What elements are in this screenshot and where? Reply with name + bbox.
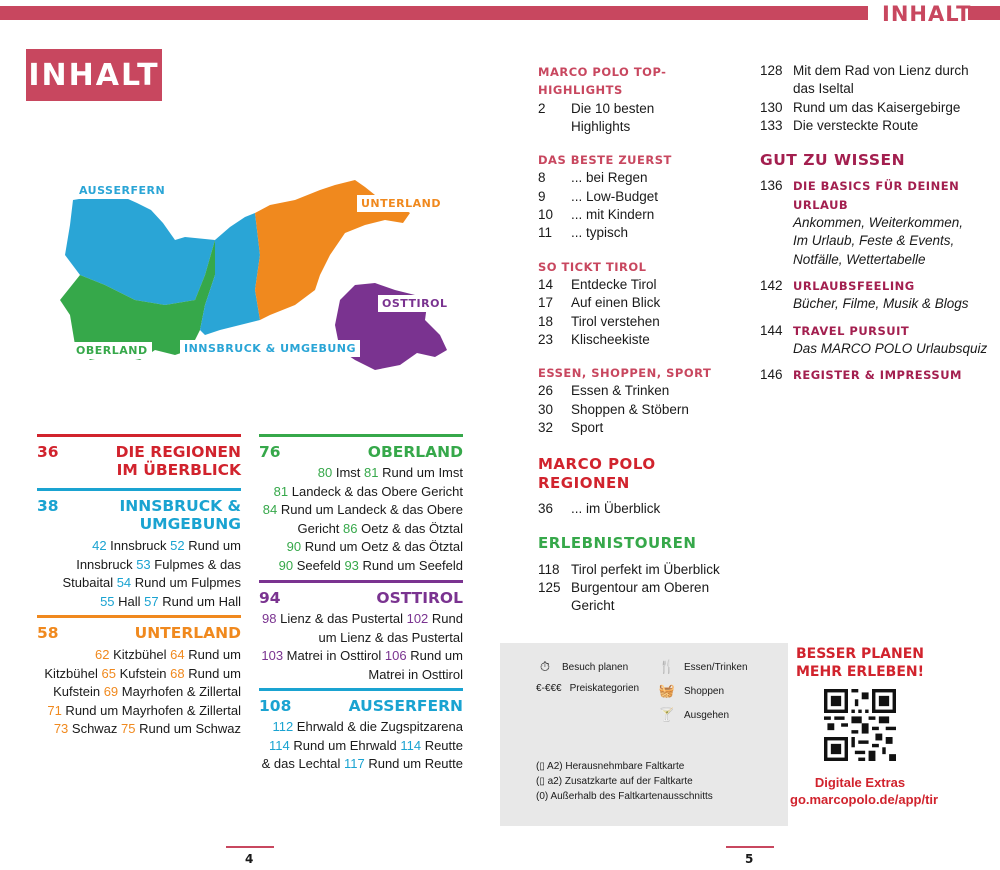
toc-entry[interactable]	[538, 294, 748, 312]
region-entry-page[interactable]: 90	[286, 539, 302, 554]
region-entry-text[interactable]: Kitzbühel	[44, 665, 102, 681]
toc-entry[interactable]	[538, 100, 748, 118]
toc-entry-text: Essen & Trinken	[571, 383, 670, 399]
toc-entry-feeling[interactable]	[760, 277, 990, 314]
page-rule-left	[226, 846, 274, 848]
toc-list-highlights	[538, 100, 748, 137]
section-heading-beste[interactable]: DAS BESTE ZUERST	[538, 153, 672, 168]
page-number-left: 4	[245, 852, 254, 866]
region-entry-text[interactable]: Rund um Seefeld	[358, 557, 463, 573]
region-block-unterland	[37, 615, 241, 739]
qr-code-icon[interactable]	[824, 689, 896, 761]
map-label-oberland: OBERLAND	[72, 342, 152, 359]
toc-page-number: 32	[538, 420, 554, 436]
map-label-ausserfern: AUSSERFERN	[75, 182, 169, 199]
price-symbol: €-€€€	[536, 683, 562, 694]
map-label-osttirol: OSTTIROL	[378, 295, 451, 312]
toc-entry-sub: Im Urlaub, Feste & Events,	[793, 233, 955, 249]
region-entry-page[interactable]: 68	[170, 665, 185, 681]
toc-entry[interactable]	[538, 276, 748, 294]
toc-page-number: 118	[538, 561, 560, 577]
toc-entry[interactable]	[760, 62, 990, 80]
region-entries	[259, 610, 463, 684]
toc-page-number: 130	[760, 99, 783, 115]
basket-icon: 🧺	[658, 683, 676, 698]
toc-page-number: 17	[538, 295, 554, 311]
region-block-osttirol	[259, 580, 463, 684]
running-header: INHALT	[882, 2, 972, 26]
region-entry-line	[259, 464, 463, 483]
region-entry-text[interactable]: Innsbruck	[106, 538, 171, 553]
region-entry-line	[37, 646, 241, 665]
toc-entry[interactable]	[538, 331, 748, 349]
page-rule-right	[726, 846, 774, 848]
promo-headline: BESSER PLANEN	[795, 646, 924, 662]
region-entry-page[interactable]: 64	[170, 647, 185, 662]
toc-list-tickt	[538, 276, 748, 349]
promo-link[interactable]: go.marcopolo.de/app/tir	[790, 792, 939, 807]
region-entry-page[interactable]: 112	[272, 719, 294, 734]
toc-entry[interactable]	[538, 382, 748, 400]
toc-page-number: 142	[760, 277, 783, 293]
region-entry-page[interactable]: 69	[103, 684, 119, 699]
toc-entry-text: ... im Überblick	[571, 500, 661, 516]
region-entry-text[interactable]: Mayrhofen & Zillertal	[118, 684, 241, 699]
region-title[interactable]: OBERLAND	[367, 443, 463, 461]
section-heading-essen[interactable]: ESSEN, SHOPPEN, SPORT	[538, 366, 712, 381]
region-entry-text[interactable]: Lienz & das Pustertal	[276, 611, 407, 626]
region-entry-line	[259, 610, 463, 629]
toc-entry-title: TRAVEL PURSUIT	[793, 323, 910, 338]
toc-entry-text: Tirol verstehen	[571, 313, 660, 329]
region-entry-text[interactable]: Ehrwald & die Zugspitzarena	[293, 719, 463, 734]
toc-entry-text: Tirol perfekt im Überblick	[571, 561, 720, 577]
toc-page-number: 14	[538, 276, 554, 292]
toc-page-number: 18	[538, 313, 554, 329]
toc-entry-sub: Bücher, Filme, Musik & Blogs	[793, 296, 969, 312]
region-page[interactable]: 58	[37, 624, 59, 642]
region-entry-page[interactable]: 103	[261, 648, 284, 663]
toc-page-number	[760, 80, 793, 98]
page-number-right: 5	[745, 852, 754, 866]
map-label-unterland: UNTERLAND	[357, 195, 445, 212]
region-entry-page[interactable]: 84	[262, 502, 278, 517]
region-entry-page[interactable]: 114	[269, 737, 290, 753]
toc-page-number: 26	[538, 383, 554, 399]
toc-list-essen	[538, 382, 748, 437]
legend-label: Besuch planen	[562, 661, 629, 673]
toc-entry-text: Die versteckte Route	[793, 117, 919, 133]
legend-note: (▯ a2) Zusatzkarte auf der Faltkarte	[536, 776, 693, 787]
region-entry-text[interactable]: Stubaital	[62, 575, 117, 590]
section-heading-regionen[interactable]: MARCO POLO REGIONEN	[538, 455, 656, 492]
legend-item-preis	[536, 683, 639, 694]
toc-page-number: 2	[538, 100, 546, 116]
toc-entry[interactable]	[538, 118, 748, 136]
toc-entry-text: ... Low-Budget	[571, 188, 659, 204]
region-rule	[259, 688, 463, 691]
region-entry-text[interactable]: Rund um	[184, 538, 241, 553]
toc-page-number: 11	[538, 225, 553, 241]
region-entry-page[interactable]: 55	[100, 593, 115, 609]
region-entry-page[interactable]: 54	[116, 575, 132, 590]
region-entry-page[interactable]: 71	[47, 702, 62, 718]
region-entry-text[interactable]: Oetz & das Ötztal	[357, 520, 463, 536]
toc-page-number: 30	[538, 401, 554, 417]
section-heading-touren[interactable]: ERLEBNISTOUREN	[538, 534, 697, 553]
toc-entry-sub: Ankommen, Weiterkommen,	[793, 215, 964, 231]
region-page[interactable]: 76	[259, 443, 281, 461]
toc-entry-title: REGISTER & IMPRESSUM	[793, 368, 962, 383]
toc-entry-text: das Iseltal	[793, 81, 854, 97]
region-entry-page[interactable]: 106	[384, 648, 407, 663]
region-entry-text[interactable]: Landeck & das Obere Gericht	[288, 483, 463, 499]
region-entry-text[interactable]: Rund um Schwaz	[135, 721, 241, 736]
legend-notes	[536, 759, 713, 804]
toc-page-number	[538, 118, 571, 136]
region-entries	[259, 464, 463, 575]
legend-box	[500, 643, 788, 826]
region-entry-text[interactable]: Rund	[428, 611, 463, 626]
region-title[interactable]: UNTERLAND	[134, 624, 241, 642]
region-entry-text[interactable]: Rund um Hall	[158, 593, 241, 609]
cocktail-glass-icon: 🍸	[658, 707, 676, 722]
toc-entry-basics[interactable]	[760, 177, 990, 268]
legend-note: (▯ A2) Herausnehmbare Faltkarte	[536, 761, 685, 772]
legend-label: Shoppen	[684, 685, 725, 697]
toc-entry-text: Mit dem Rad von Lienz durch	[793, 63, 969, 78]
region-entry-line	[259, 629, 463, 648]
section-heading-tickt[interactable]: SO TICKT TIROL	[538, 259, 647, 274]
region-title[interactable]: INNSBRUCK & UMGEBUNG	[119, 497, 241, 533]
promo-footer: Digitale Extras	[814, 775, 906, 790]
region-entry-text[interactable]: Kufstein	[53, 684, 104, 699]
section-heading-gut-zu-wissen[interactable]: GUT ZU WISSEN	[760, 151, 906, 170]
region-page[interactable]: 108	[259, 697, 292, 715]
region-entry-text[interactable]: Matrei in Osttirol	[283, 648, 385, 663]
region-entry-page[interactable]: 73	[53, 721, 69, 736]
clock-icon: ⏱	[539, 659, 551, 674]
toc-entry[interactable]	[538, 597, 748, 615]
region-entry-page[interactable]: 52	[170, 538, 185, 553]
toc-entry-text: Sport	[571, 420, 604, 436]
toc-entry[interactable]	[538, 561, 748, 579]
region-entry-text[interactable]: um Lienz & das Pustertal	[318, 629, 463, 645]
legend-item-shoppen	[658, 683, 724, 699]
region-entry-text[interactable]: Rund um Reutte	[364, 756, 463, 771]
toc-page-number: 144	[760, 322, 783, 338]
region-entry-page[interactable]: 93	[344, 557, 359, 573]
region-entry-line	[259, 755, 463, 774]
region-entry-line	[37, 702, 241, 721]
region-rule	[37, 615, 241, 618]
toc-entry-pursuit[interactable]	[760, 322, 990, 359]
region-entry-text[interactable]: Rund um Ehrwald	[289, 737, 401, 753]
page-title: INHALT	[26, 49, 162, 101]
region-entry-page[interactable]: 114	[400, 737, 422, 753]
region-entry-line	[37, 665, 241, 684]
region-entry-line	[259, 557, 463, 576]
toc-entry[interactable]	[538, 313, 748, 331]
region-entry-line	[259, 737, 463, 756]
region-entry-text[interactable]: Hall	[114, 593, 145, 609]
toc-list-touren-cont	[760, 62, 990, 135]
region-entry-line	[259, 647, 463, 666]
region-entry-line	[37, 537, 241, 556]
toc-entry[interactable]	[538, 500, 748, 518]
region-title[interactable]: DIE REGIONEN IM ÜBERBLICK	[115, 443, 241, 479]
region-entry-page[interactable]: 57	[144, 593, 159, 609]
toc-entry-title: DIE BASICS FÜR DEINEN	[793, 179, 960, 194]
region-entries	[37, 537, 241, 611]
region-entry-page[interactable]: 90	[278, 557, 294, 573]
toc-entry-text: Highlights	[571, 118, 631, 134]
toc-entry[interactable]	[538, 419, 748, 437]
toc-entry-text: Burgentour am Oberen	[571, 579, 710, 595]
toc-entry[interactable]	[538, 188, 748, 206]
toc-entry-text: Die 10 besten	[571, 100, 655, 116]
toc-entry-text: Klischeekiste	[571, 331, 650, 347]
toc-middle-column	[538, 63, 748, 615]
toc-page-number: 128	[760, 63, 783, 78]
toc-list-touren	[538, 561, 748, 616]
map-label-innsbruck: INNSBRUCK & UMGEBUNG	[180, 340, 360, 357]
toc-entry-text: Entdecke Tirol	[571, 276, 657, 292]
region-map	[55, 165, 450, 375]
region-entry-text[interactable]: Gericht	[297, 520, 344, 536]
region-entry-line	[259, 718, 463, 737]
toc-entry-sub: Notfälle, Wettertabelle	[793, 251, 926, 267]
toc-entry-text: Gericht	[571, 598, 615, 614]
toc-entry-title: URLAUBSFEELING	[793, 278, 915, 293]
region-entry-line	[37, 683, 241, 702]
region-entry-text[interactable]: Kitzbühel	[109, 647, 171, 662]
region-page[interactable]: 94	[259, 589, 281, 607]
toc-entry-text: Auf einen Blick	[571, 295, 661, 311]
toc-entry-text: ... mit Kindern	[571, 207, 655, 223]
region-entry-page[interactable]: 53	[136, 556, 151, 572]
region-block-ausserfern	[259, 688, 463, 774]
region-entries	[259, 718, 463, 774]
toc-page-number: 133	[760, 117, 783, 133]
section-heading-highlights[interactable]: MARCO POLO TOP-HIGHLIGHTS	[538, 65, 667, 98]
region-entry-text[interactable]: Schwaz	[68, 721, 122, 736]
toc-entry[interactable]	[538, 579, 748, 597]
region-entry-text[interactable]: Kufstein	[115, 665, 171, 681]
toc-entry-sub: Das MARCO POLO Urlaubsquiz	[793, 340, 988, 356]
region-entry-page[interactable]: 75	[121, 721, 136, 736]
region-entry-line	[259, 666, 463, 685]
region-entry-text[interactable]: & das Lechtal	[261, 756, 344, 771]
region-rule	[37, 488, 241, 491]
region-entry-page[interactable]: 62	[94, 647, 110, 662]
toc-entry-text: ... bei Regen	[571, 170, 648, 186]
cutlery-icon: 🍴	[658, 659, 676, 674]
region-entry-page[interactable]: 117	[343, 756, 365, 771]
region-entry-text[interactable]: Seefeld	[293, 557, 345, 573]
toc-entry[interactable]	[760, 117, 990, 135]
legend-note: (0) Außerhalb des Faltkartenausschnitts	[536, 791, 713, 802]
region-entry-line	[259, 520, 463, 539]
toc-entry-text: ... typisch	[571, 225, 629, 241]
region-entry-page[interactable]: 80	[317, 465, 333, 480]
region-title[interactable]: OSTTIROL	[376, 589, 463, 607]
region-rule	[259, 580, 463, 583]
region-entry-line	[259, 501, 463, 520]
toc-page-number: 23	[538, 331, 554, 347]
toc-page-number: 136	[760, 178, 783, 194]
region-entries	[37, 646, 241, 739]
legend-label: Essen/Trinken	[684, 661, 748, 673]
region-entry-text[interactable]: Rund um	[184, 665, 241, 681]
region-entry-line	[37, 593, 241, 612]
region-page[interactable]: 38	[37, 497, 59, 515]
toc-entry[interactable]	[538, 401, 748, 419]
region-rule	[259, 434, 463, 437]
legend-label: Ausgehen	[684, 709, 730, 721]
region-entry-text[interactable]: Rund um Fulpmes	[131, 575, 241, 590]
region-entry-page[interactable]: 42	[92, 538, 107, 553]
region-entry-page[interactable]: 65	[101, 665, 116, 681]
region-entry-text[interactable]: Rund um	[406, 648, 463, 663]
toc-entry[interactable]	[538, 206, 748, 224]
toc-entry-register[interactable]	[760, 366, 990, 384]
toc-entry[interactable]	[538, 169, 748, 187]
region-entry-text[interactable]: Rund um Imst	[378, 465, 463, 480]
region-entry-line	[37, 556, 241, 575]
region-entry-text[interactable]: Fulpmes & das	[150, 556, 241, 572]
digital-extras-promo	[790, 645, 939, 808]
toc-entry-text: Shoppen & Stöbern	[571, 401, 689, 417]
region-title[interactable]: AUSSERFERN	[348, 697, 463, 715]
toc-right-column	[760, 62, 990, 384]
region-entry-page[interactable]: 102	[406, 611, 429, 626]
legend-item-besuch	[536, 659, 628, 675]
toc-page-number: 9	[538, 188, 546, 204]
region-entry-page[interactable]: 81	[273, 483, 289, 499]
top-color-bar	[0, 6, 868, 20]
toc-entry[interactable]	[760, 99, 990, 117]
toc-page-number: 8	[538, 170, 546, 186]
region-entry-line	[259, 538, 463, 557]
region-entry-text[interactable]: Rund um Oetz & das Ötztal	[301, 539, 463, 554]
region-entry-page[interactable]: 86	[343, 520, 358, 536]
toc-page-number: 10	[538, 207, 554, 223]
legend-item-essen	[658, 659, 748, 675]
toc-page-number: 36	[538, 500, 554, 516]
region-entry-line	[37, 720, 241, 739]
region-entry-line	[259, 483, 463, 502]
toc-page-number: 146	[760, 367, 783, 383]
toc-entry[interactable]	[538, 224, 748, 242]
legend-label: Preiskategorien	[569, 683, 640, 694]
region-block-oberland	[259, 434, 463, 575]
region-entry-text[interactable]: Reutte	[421, 737, 463, 753]
toc-list-beste	[538, 169, 748, 242]
region-block-ueberblick	[37, 434, 241, 479]
region-entry-text[interactable]: Imst	[332, 465, 364, 480]
region-block-innsbruck	[37, 488, 241, 611]
region-entry-line	[37, 574, 241, 593]
region-entry-page[interactable]: 98	[262, 611, 277, 626]
toc-entry-text: Rund um das Kaisergebirge	[793, 99, 961, 115]
region-entry-text[interactable]: Innsbruck	[76, 556, 137, 572]
promo-headline: MEHR ERLEBEN!	[795, 664, 925, 680]
toc-page-number	[538, 597, 571, 615]
toc-entry-title-cont: URLAUB	[793, 197, 849, 212]
toc-list-regionen	[538, 500, 748, 518]
region-entry-text[interactable]: Matrei in Osttirol	[368, 666, 463, 682]
legend-item-ausgehen	[658, 707, 729, 723]
region-entry-text[interactable]: Rund um Mayrhofen & Zillertal	[61, 702, 241, 718]
region-entry-page[interactable]: 81	[364, 465, 379, 480]
top-color-bar-end	[968, 6, 1000, 20]
region-rule	[37, 434, 241, 437]
toc-page-number: 125	[538, 579, 561, 595]
region-page[interactable]: 36	[37, 443, 59, 461]
region-entry-text[interactable]: Rund um Landeck & das Obere	[277, 502, 463, 517]
toc-entry[interactable]	[760, 80, 990, 98]
region-entry-text[interactable]: Rund um	[184, 647, 241, 662]
